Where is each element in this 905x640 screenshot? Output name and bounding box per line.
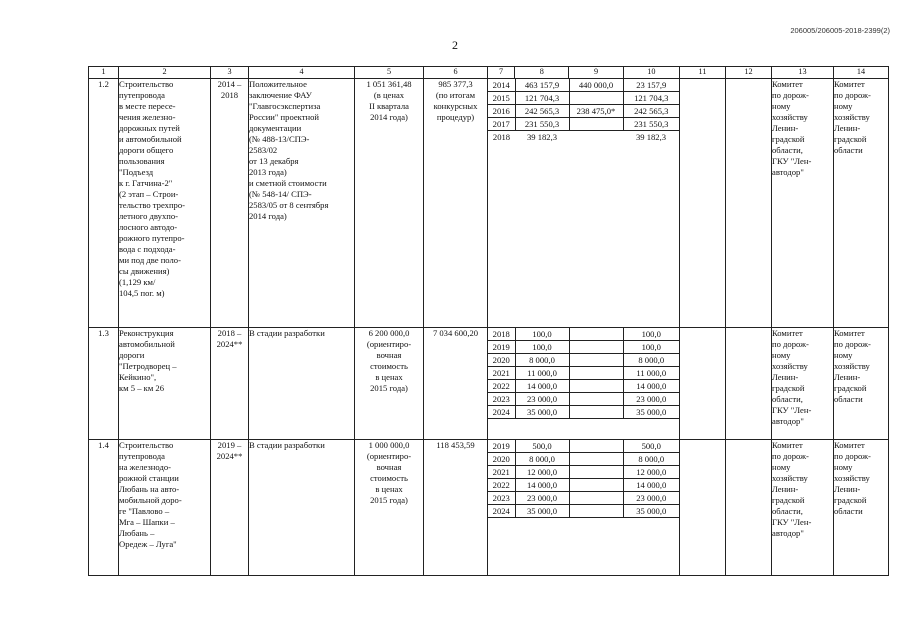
- table-row: [89, 328, 889, 440]
- year: 2017: [488, 118, 515, 131]
- federal-funding: [569, 354, 623, 367]
- column-header: 5: [355, 67, 424, 79]
- total-funding: 23 000,0: [515, 492, 569, 505]
- header-row: [89, 67, 889, 79]
- implementation-period: 2019 – 2024**: [211, 440, 249, 576]
- document-id: 206005/206005-2018-2399(2): [790, 26, 890, 35]
- yearly-funding: [488, 79, 680, 328]
- column-header: 12: [726, 67, 772, 79]
- project-documentation: Положительное заключение ФАУ "Главгосэкспертиза России" проектной документации (№ 488-13/СПЭ- 2583/02 от 13 декабря 2013 года) и сметной стоимости (№ 548-14/ СПЭ- 2583/05 от 8 сентября 2014 года): [249, 79, 355, 328]
- regional-funding: 23 157,9: [623, 79, 679, 92]
- regional-funding: 11 000,0: [623, 367, 679, 380]
- regional-funding: 8 000,0: [623, 354, 679, 367]
- estimated-cost: 1 000 000,0 (ориентиро- вочная стоимость в ценах 2015 года): [355, 440, 424, 576]
- year: 2018: [492, 131, 511, 142]
- funding-year-row: [488, 328, 679, 341]
- year: 2015: [488, 92, 515, 105]
- federal-funding: [569, 492, 623, 505]
- total-funding: 463 157,9: [515, 79, 569, 92]
- funding-year-row: [488, 466, 679, 479]
- total-funding: 121 704,3: [515, 92, 569, 105]
- total-funding: 12 000,0: [515, 466, 569, 479]
- contract-cost: 118 453,59: [424, 440, 488, 576]
- total-funding: 8 000,0: [515, 354, 569, 367]
- column-header: 7: [488, 67, 515, 79]
- column-header: 1: [89, 67, 119, 79]
- regional-funding: 14 000,0: [623, 380, 679, 393]
- year: 2021: [488, 367, 515, 380]
- federal-funding: [569, 453, 623, 466]
- table-row: [89, 440, 889, 576]
- estimated-cost: 1 051 361,48 (в ценах II квартала 2014 года): [355, 79, 424, 328]
- funding-year-row: [488, 118, 679, 131]
- responsible-executor: Комитет по дорож- ному хозяйству Ленин- градской области: [834, 79, 889, 328]
- column-header: 3: [211, 67, 249, 79]
- funding-year-row: [488, 341, 679, 354]
- funding-note: [726, 440, 772, 576]
- program-table: [88, 66, 889, 576]
- year: 2024: [488, 406, 515, 419]
- funding-year-row: [488, 92, 679, 105]
- federal-funding: [569, 505, 623, 518]
- regional-funding: 100,0: [623, 341, 679, 354]
- column-header: 11: [680, 67, 726, 79]
- federal-funding: 440 000,0: [569, 79, 623, 92]
- federal-funding: [569, 466, 623, 479]
- yearly-funding-table: [488, 440, 679, 518]
- total-funding: 11 000,0: [515, 367, 569, 380]
- total-funding: 242 565,3: [515, 105, 569, 118]
- column-header: 14: [834, 67, 889, 79]
- federal-funding: [569, 367, 623, 380]
- regional-funding: 35 000,0: [623, 505, 679, 518]
- year: 2019: [488, 440, 515, 453]
- funding-note: [680, 440, 726, 576]
- year: 2019: [488, 341, 515, 354]
- regional-funding: 14 000,0: [623, 479, 679, 492]
- funding-year-row: [488, 79, 679, 92]
- year: 2023: [488, 492, 515, 505]
- funding-year-row: [488, 406, 679, 419]
- total-funding: 100,0: [515, 341, 569, 354]
- column-header: 13: [772, 67, 834, 79]
- funding-year-row: [488, 131, 679, 144]
- funding-year-row: [488, 492, 679, 505]
- funding-year-row: [488, 440, 679, 453]
- object-name: Строительство путепровода на железнодо- рожной станции Любань на авто- мобильной доро- ге "Павлово – Мга – Шапки – Любань – Оредеж – Луга": [119, 440, 211, 576]
- regional-funding: 100,0: [623, 328, 679, 341]
- year: 2016: [488, 105, 515, 118]
- total-funding: 100,0: [515, 328, 569, 341]
- year: 2020: [488, 453, 515, 466]
- year: 2018: [488, 328, 515, 341]
- year: 2014: [488, 79, 515, 92]
- regional-funding: 500,0: [623, 440, 679, 453]
- funding-year-row: [488, 105, 679, 118]
- federal-funding: [569, 479, 623, 492]
- funding-year-row: [488, 505, 679, 518]
- responsible-executor: Комитет по дорож- ному хозяйству Ленин- градской области: [834, 440, 889, 576]
- page-number: 2: [452, 38, 458, 52]
- funding-year-row: [488, 380, 679, 393]
- year: 2024: [488, 505, 515, 518]
- contract-cost: 7 034 600,20: [424, 328, 488, 440]
- object-name: Строительство путепровода в месте пересе- чения железно- дорожных путей и автомобильной дороги общего пользования "Подъезд к г. Гатчина-2" (2 этап – Строи- тельство трехпро- летного двухпо- лосного автодо- рожного путепро- вода с подхода- ми под две поло- сы движения) (1,129 км/ 104,5 пог. м): [119, 79, 211, 328]
- year: 2022: [488, 380, 515, 393]
- column-header: 8: [515, 67, 569, 79]
- federal-funding: [569, 131, 623, 144]
- regional-funding: 23 000,0: [623, 393, 679, 406]
- regional-funding: 39 182,3: [635, 131, 667, 142]
- funding-note: [726, 328, 772, 440]
- regional-funding: 242 565,3: [623, 105, 679, 118]
- total-funding: 35 000,0: [515, 406, 569, 419]
- implementation-period: 2014 – 2018: [211, 79, 249, 328]
- implementation-period: 2018 – 2024**: [211, 328, 249, 440]
- total-funding: 23 000,0: [515, 393, 569, 406]
- row-number: 1.4: [89, 440, 119, 576]
- regional-funding: 8 000,0: [623, 453, 679, 466]
- federal-funding: [569, 328, 623, 341]
- total-funding: 35 000,0: [515, 505, 569, 518]
- federal-funding: [569, 440, 623, 453]
- table-row: [89, 79, 889, 328]
- yearly-funding: [488, 328, 680, 440]
- total-funding: 14 000,0: [515, 479, 569, 492]
- funding-year-row: [488, 367, 679, 380]
- funding-note: [680, 328, 726, 440]
- responsible-executor: Комитет по дорож- ному хозяйству Ленин- градской области: [834, 328, 889, 440]
- project-documentation: В стадии разработки: [249, 328, 355, 440]
- total-funding: 14 000,0: [515, 380, 569, 393]
- year: 2021: [488, 466, 515, 479]
- funding-year-row: [488, 479, 679, 492]
- federal-funding: 238 475,0*: [569, 105, 623, 118]
- regional-funding: 23 000,0: [623, 492, 679, 505]
- column-header: 9: [569, 67, 623, 79]
- funding-year-row: [488, 393, 679, 406]
- federal-funding: [569, 341, 623, 354]
- funding-year-row: [488, 354, 679, 367]
- yearly-funding: [488, 440, 680, 576]
- customer: Комитет по дорож- ному хозяйству Ленин- градской области, ГКУ "Лен- автодор": [772, 328, 834, 440]
- row-number: 1.2: [89, 79, 119, 328]
- year: 2022: [488, 479, 515, 492]
- year: 2020: [488, 354, 515, 367]
- total-funding: 500,0: [515, 440, 569, 453]
- yearly-funding-table: [488, 79, 679, 143]
- object-name: Реконструкция автомобильной дороги "Петродворец – Кейкино", км 5 – км 26: [119, 328, 211, 440]
- yearly-funding-table: [488, 328, 679, 419]
- column-header: 2: [119, 67, 211, 79]
- regional-funding: 231 550,3: [623, 118, 679, 131]
- estimated-cost: 6 200 000,0 (ориентиро- вочная стоимость в ценах 2015 года): [355, 328, 424, 440]
- project-documentation: В стадии разработки: [249, 440, 355, 576]
- federal-funding: [569, 393, 623, 406]
- federal-funding: [569, 380, 623, 393]
- column-header: 4: [249, 67, 355, 79]
- federal-funding: [569, 92, 623, 105]
- funding-note: [726, 79, 772, 328]
- total-funding: 8 000,0: [515, 453, 569, 466]
- total-funding: 39 182,3: [526, 131, 558, 142]
- funding-note: [680, 79, 726, 328]
- regional-funding: 35 000,0: [623, 406, 679, 419]
- row-number: 1.3: [89, 328, 119, 440]
- regional-funding: 12 000,0: [623, 466, 679, 479]
- contract-cost: 985 377,3 (по итогам конкурсных процедур): [424, 79, 488, 328]
- regional-funding: 121 704,3: [623, 92, 679, 105]
- column-header: 6: [424, 67, 488, 79]
- column-header: 10: [623, 67, 679, 79]
- federal-funding: [569, 118, 623, 131]
- customer: Комитет по дорож- ному хозяйству Ленин- градской области, ГКУ "Лен- автодор": [772, 440, 834, 576]
- total-funding: 231 550,3: [515, 118, 569, 131]
- federal-funding: [569, 406, 623, 419]
- customer: Комитет по дорож- ному хозяйству Ленин- градской области, ГКУ "Лен- автодор": [772, 79, 834, 328]
- funding-year-row: [488, 453, 679, 466]
- year: 2023: [488, 393, 515, 406]
